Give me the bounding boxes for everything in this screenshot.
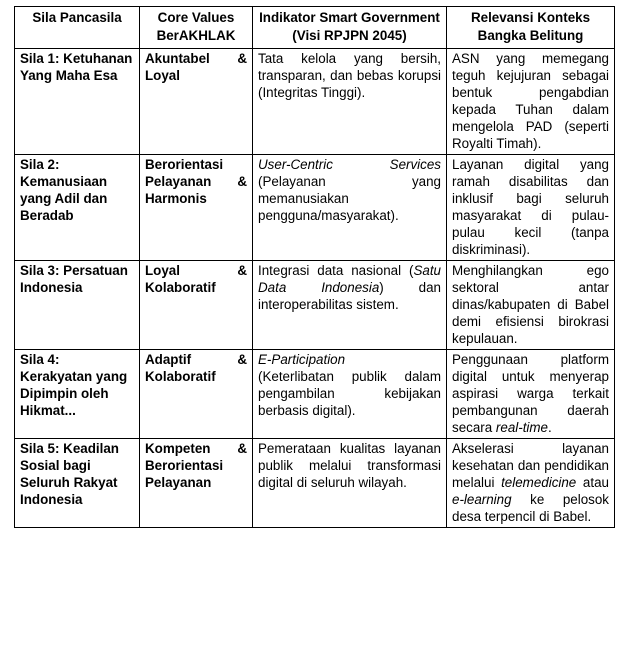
header-sila-pancasila: Sila Pancasila (15, 7, 140, 49)
cell-indikator (253, 261, 447, 350)
indikator-italic-term: User-Centric (258, 157, 333, 172)
header-indikator-smart-government: Indikator Smart Government (Visi RPJPN 2045) (253, 7, 447, 49)
relevansi-text: . (548, 420, 552, 435)
relevansi-text: Akselerasi layanan kesehatan dan pendidikan melalui (452, 441, 609, 490)
indikator-text: (Pelayanan yang memanusiakan pengguna/masyarakat). (258, 174, 441, 223)
table-header-row (15, 7, 615, 49)
cell-core-values: Adaptif & Kolaboratif (140, 350, 253, 439)
indikator-italic-term: Satu Data Indonesia (258, 263, 441, 295)
table-row (15, 261, 615, 350)
cell-sila: Sila 1: Ketuhanan Yang Maha Esa (15, 49, 140, 155)
cell-sila: Sila 3: Persatuan Indonesia (15, 261, 140, 350)
table-row (15, 439, 615, 528)
indikator-heading-line (258, 156, 441, 173)
cell-indikator: Tata kelola yang bersih, transparan, dan bebas korupsi (Integritas Tinggi). (253, 49, 447, 155)
indikator-italic-term: Services (389, 157, 441, 172)
indikator-text: ) dan interoperabilitas sistem. (258, 280, 441, 312)
relevansi-italic-term: telemedicine (501, 475, 577, 490)
cell-relevansi (447, 350, 615, 439)
cell-core-values: Akuntabel & Loyal (140, 49, 253, 155)
indikator-text: Integrasi data nasional ( (258, 263, 414, 278)
pancasila-values-table (14, 6, 615, 528)
cell-sila: Sila 4: Kerakyatan yang Dipimpin oleh Hikmat... (15, 350, 140, 439)
document-page (14, 6, 615, 528)
relevansi-text: atau (576, 475, 609, 490)
cell-indikator (253, 350, 447, 439)
table-row (15, 49, 615, 155)
relevansi-text: Penggunaan platform digital untuk menyerap aspirasi warga terkait pembangunan daerah secara (452, 352, 609, 435)
cell-core-values: Loyal & Kolaboratif (140, 261, 253, 350)
cell-core-values: Kompeten & Berorientasi Pelayanan (140, 439, 253, 528)
relevansi-italic-term: real-time (495, 420, 549, 435)
cell-indikator (253, 155, 447, 261)
cell-relevansi: ASN yang memegang teguh kejujuran sebagai bentuk pengabdian kepada Tuhan dalam mengelola PAD (seperti Royalti Timah). (447, 49, 615, 155)
cell-relevansi (447, 439, 615, 528)
header-core-values: Core Values BerAKHLAK (140, 7, 253, 49)
cell-indikator: Pemerataan kualitas layanan publik melalui transformasi digital di seluruh wilayah. (253, 439, 447, 528)
table-row (15, 155, 615, 261)
cell-relevansi: Menghilangkan ego sektoral antar dinas/kabupaten di Babel demi efisiensi birokrasi kepulauan. (447, 261, 615, 350)
cell-core-values: Berorientasi Pelayanan & Harmonis (140, 155, 253, 261)
table-row (15, 350, 615, 439)
cell-sila: Sila 2: Kemanusiaan yang Adil dan Beradab (15, 155, 140, 261)
indikator-italic-term: E-Participation (258, 352, 346, 367)
header-relevansi-bangka-belitung: Relevansi Konteks Bangka Belitung (447, 7, 615, 49)
relevansi-text: ke pelosok desa terpencil di Babel. (452, 492, 609, 524)
cell-relevansi: Layanan digital yang ramah disabilitas dan inklusif bagi seluruh masyarakat di pulau-pulau kecil (tanpa diskriminasi). (447, 155, 615, 261)
indikator-text: (Keterlibatan publik dalam pengambilan kebijakan berbasis digital). (258, 369, 441, 418)
relevansi-italic-term: e-learning (452, 492, 512, 507)
cell-sila: Sila 5: Keadilan Sosial bagi Seluruh Rakyat Indonesia (15, 439, 140, 528)
